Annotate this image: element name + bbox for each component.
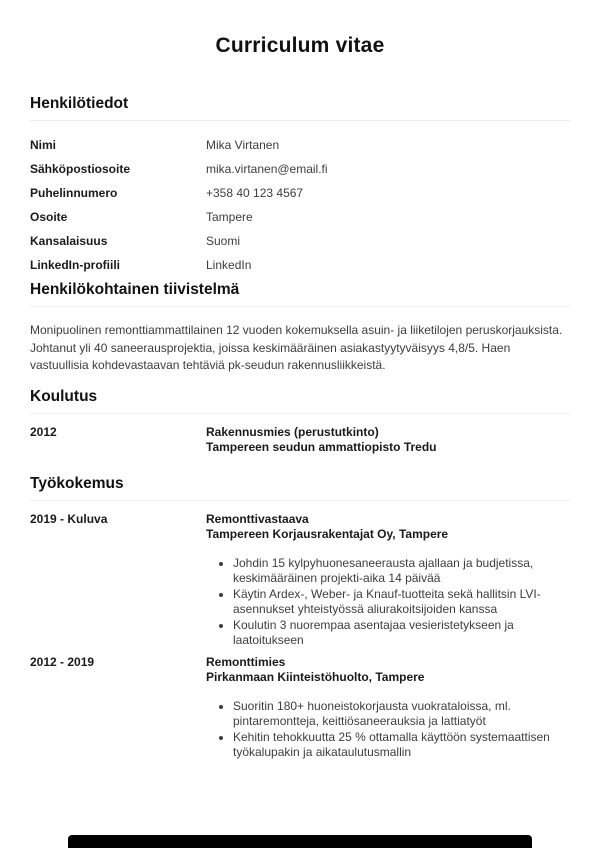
experience-period: 2012 - 2019 bbox=[30, 654, 95, 669]
experience-bullet-list bbox=[206, 699, 570, 761]
field-row-name bbox=[30, 138, 570, 153]
field-label-name: Nimi bbox=[30, 138, 57, 152]
section-heading-personal: Henkilötiedot bbox=[30, 95, 129, 112]
summary-text: Monipuolinen remonttiammattilainen 12 vuoden kokemuksella asuin- ja liiketilojen peruskorjauksista. Johtanut yli 40 saneerausprojektia, joissa keskimääräinen asiakastyytyväisyys 4,8/5. Haen vastuullisia kohdevastaavan tehtäviä pk-seudun rakennusliikkeistä. bbox=[30, 323, 563, 372]
section-heading-summary: Henkilökohtainen tiivistelmä bbox=[30, 281, 240, 298]
experience-entry bbox=[30, 655, 570, 761]
field-value-phone: +358 40 123 4567 bbox=[206, 186, 304, 200]
footer-bar bbox=[68, 835, 532, 848]
education-entry-body bbox=[206, 425, 570, 456]
experience-job-title: Remonttimies bbox=[206, 654, 286, 669]
field-label-nationality: Kansalaisuus bbox=[30, 234, 108, 248]
experience-job-title: Remonttivastaava bbox=[206, 511, 309, 526]
experience-bullet: • Johdin 15 kylpyhuonesaneerausta ajallaan ja budjetissa, keskimääräinen projekti-aika 14 päivää bbox=[233, 556, 570, 587]
linkedin-link[interactable]: LinkedIn bbox=[206, 258, 252, 272]
section-divider bbox=[30, 306, 570, 307]
section-heading-experience: Työkokemus bbox=[30, 474, 124, 492]
experience-bullet-list bbox=[206, 556, 570, 649]
section-heading-education: Koulutus bbox=[30, 387, 98, 405]
education-period: 2012 bbox=[30, 424, 57, 439]
education-school: Tampereen seudun ammattiopisto Tredu bbox=[206, 440, 437, 454]
field-row-email bbox=[30, 162, 570, 177]
experience-company: Pirkanmaan Kiinteistöhuolto, Tampere bbox=[206, 670, 425, 684]
field-row-linkedin bbox=[30, 258, 570, 273]
field-row-nationality bbox=[30, 234, 570, 249]
field-label-phone: Puhelinnumero bbox=[30, 186, 118, 200]
field-value-nationality: Suomi bbox=[206, 234, 241, 248]
field-row-address bbox=[30, 210, 570, 225]
experience-bullet: • Kehitin tehokkuutta 25 % ottamalla käyttöön systemaattisen työkalupakin ja aikataulutusmallin bbox=[233, 730, 570, 761]
page-title: Curriculum vitae bbox=[215, 34, 385, 57]
experience-bullet: • Koulutin 3 nuorempaa asentajaa vesieristetykseen ja laatoitukseen bbox=[233, 618, 570, 649]
section-divider bbox=[30, 413, 570, 414]
education-degree: Rakennusmies (perustutkinto) bbox=[206, 424, 379, 439]
personal-fields bbox=[30, 138, 570, 273]
experience-entry-body bbox=[206, 655, 570, 761]
field-value-email: mika.virtanen@email.fi bbox=[206, 162, 328, 176]
field-value-address: Tampere bbox=[206, 210, 253, 224]
field-label-email: Sähköpostiosoite bbox=[30, 162, 131, 176]
field-row-phone bbox=[30, 186, 570, 201]
experience-company: Tampereen Korjausrakentajat Oy, Tampere bbox=[206, 527, 449, 541]
experience-entry-body bbox=[206, 512, 570, 649]
section-divider bbox=[30, 500, 570, 501]
experience-entry bbox=[30, 512, 570, 649]
experience-bullet: • Suoritin 180+ huoneistokorjausta vuokrataloissa, ml. pintaremontteja, keittiösaneerauksia ja lattiatyöt bbox=[233, 699, 570, 730]
field-label-address: Osoite bbox=[30, 210, 68, 224]
experience-bullet: • Käytin Ardex-, Weber- ja Knauf-tuotteita sekä hallitsin LVI-asennukset yhteistyössä aliurakoitsijoiden kanssa bbox=[233, 587, 570, 618]
education-entry bbox=[30, 425, 570, 456]
field-value-name: Mika Virtanen bbox=[206, 138, 280, 152]
field-label-linkedin: LinkedIn-profiili bbox=[30, 258, 120, 272]
section-divider bbox=[30, 120, 570, 121]
experience-period: 2019 - Kuluva bbox=[30, 511, 108, 526]
